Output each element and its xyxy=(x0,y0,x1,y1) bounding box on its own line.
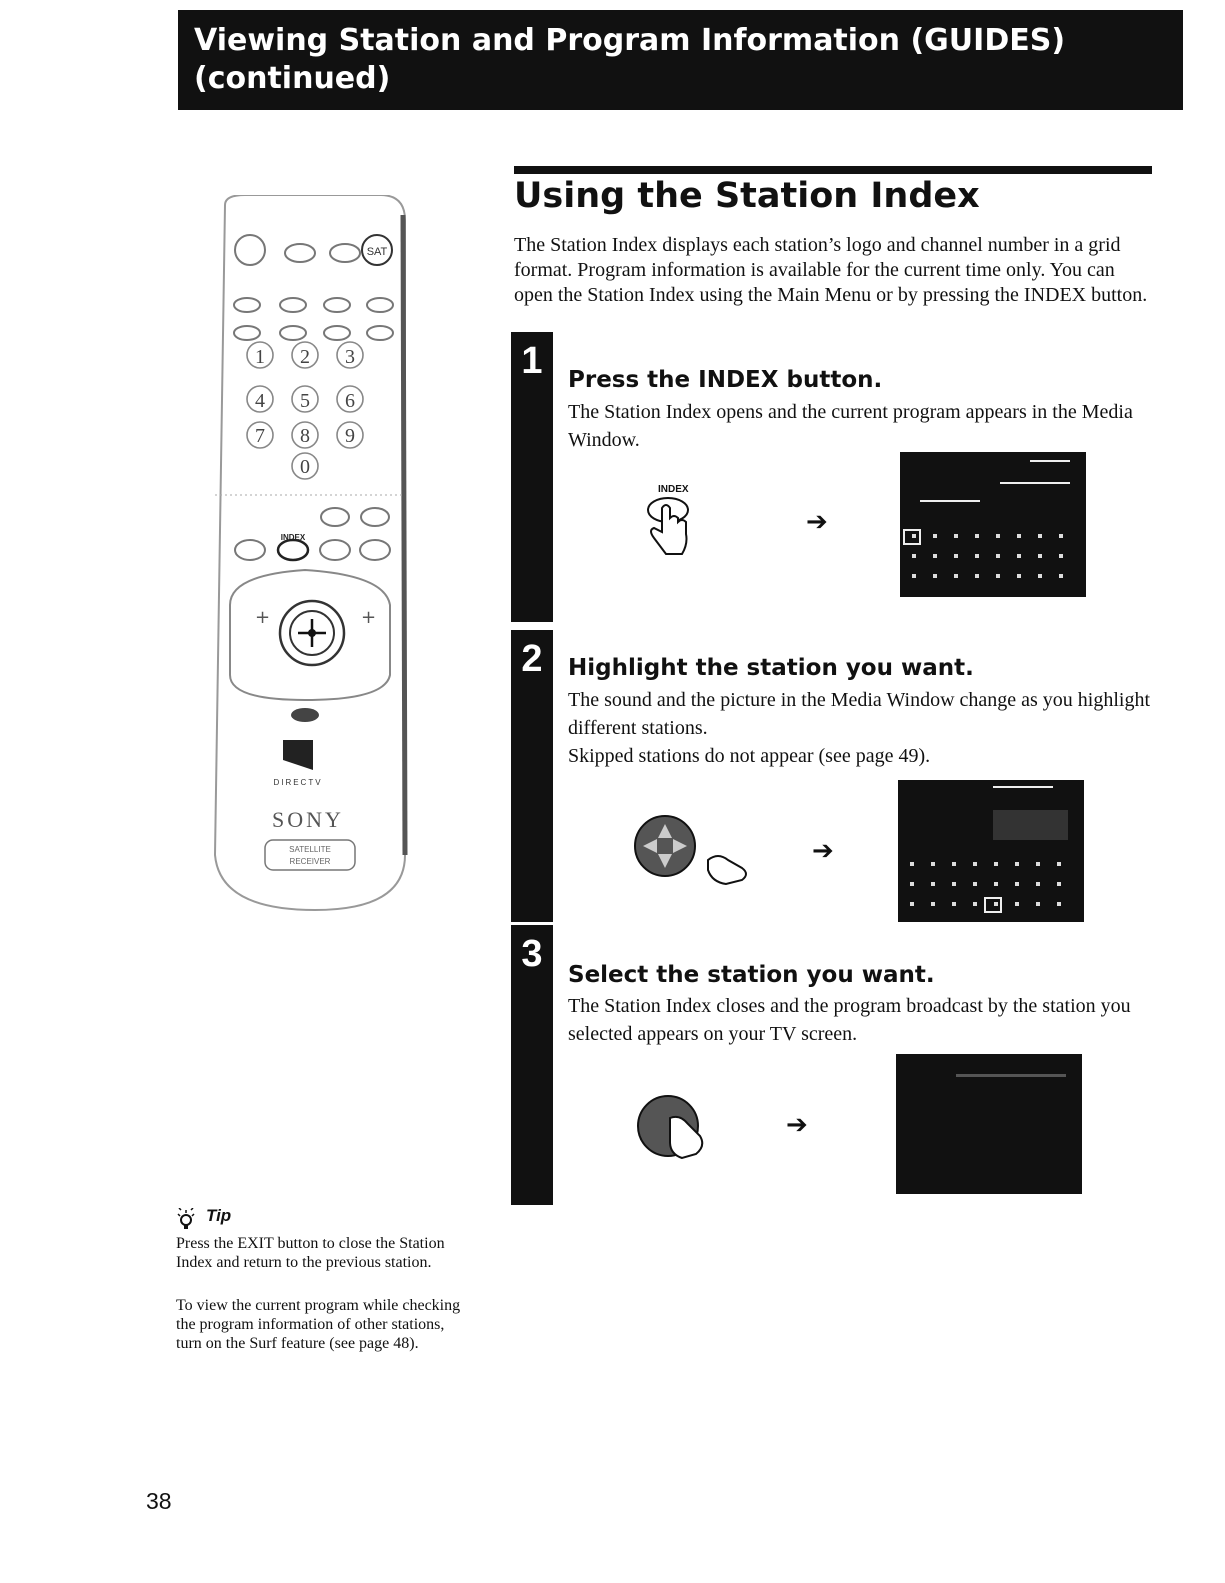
station-grid-dot xyxy=(931,902,935,906)
lightbulb-icon xyxy=(176,1208,202,1232)
station-grid-dot xyxy=(1036,902,1040,906)
station-grid-dot xyxy=(933,534,937,538)
chapter-title-line2: (continued) xyxy=(194,61,391,96)
step-1-bar xyxy=(511,332,553,622)
directv-logo-text: DIRECTV xyxy=(273,778,323,787)
digit-key: 7 xyxy=(255,425,265,447)
station-grid-dot xyxy=(1036,862,1040,866)
station-grid-dot xyxy=(973,882,977,886)
station-grid-dot xyxy=(933,574,937,578)
station-grid-dot xyxy=(952,862,956,866)
station-grid-dot xyxy=(975,554,979,558)
step-2-title: Highlight the station you want. xyxy=(568,655,974,681)
station-grid-dot xyxy=(1017,574,1021,578)
step-2-text: The sound and the picture in the Media Window change as you highlight different stations. xyxy=(568,689,1151,739)
station-grid-dot xyxy=(1017,554,1021,558)
tip-label: Tip xyxy=(206,1206,232,1225)
step-3-tv-screen xyxy=(896,1054,1082,1194)
step-1-title: Press the INDEX button. xyxy=(568,367,883,393)
section-intro: The Station Index displays each station’s logo and channel number in a grid format. Program information is available for the current time only. You can open the Station Index using the Main Menu or by pressing the INDEX button. xyxy=(514,234,1148,306)
remote-control-illustration xyxy=(205,195,415,915)
step-3-bar xyxy=(511,925,553,1205)
sony-logo: SONY xyxy=(272,807,344,832)
step-2-number: 2 xyxy=(521,638,543,680)
pointing-hand-icon xyxy=(708,856,746,884)
station-grid-dot xyxy=(973,862,977,866)
station-grid-dot xyxy=(973,902,977,906)
chapter-title-line1: Viewing Station and Program Information (GUIDES) xyxy=(194,23,1066,58)
station-grid-dot xyxy=(910,902,914,906)
station-grid-dot xyxy=(975,534,979,538)
tip-paragraph-1: Press the EXIT button to close the Station Index and return to the previous station. xyxy=(176,1235,445,1271)
station-grid-dot xyxy=(994,902,998,906)
station-grid-dot xyxy=(912,554,916,558)
station-grid-dot xyxy=(1057,902,1061,906)
step-3-text: The Station Index closes and the program broadcast by the station you selected appears on your TV screen. xyxy=(568,995,1131,1045)
station-grid-dot xyxy=(1015,902,1019,906)
station-grid-dot xyxy=(910,882,914,886)
step-2-note: Skipped stations do not appear (see page 49). xyxy=(568,745,931,767)
station-grid-dot xyxy=(1038,554,1042,558)
station-grid-dot xyxy=(1038,534,1042,538)
joystick-highlight-illustration xyxy=(630,808,760,888)
svg-text:+: + xyxy=(361,607,377,628)
station-grid-dot xyxy=(1017,534,1021,538)
station-grid-dot xyxy=(954,554,958,558)
digit-key: 1 xyxy=(255,346,265,368)
step-1-station-index-screen xyxy=(900,452,1086,597)
station-grid-dot xyxy=(1015,882,1019,886)
index-button-label: INDEX xyxy=(658,484,689,495)
station-grid-dot xyxy=(1036,882,1040,886)
station-grid-dot xyxy=(954,534,958,538)
station-grid-dot xyxy=(996,574,1000,578)
digit-key: 6 xyxy=(345,390,355,412)
station-grid-dot xyxy=(994,862,998,866)
digit-key: 9 xyxy=(345,425,355,447)
digit-key: 8 xyxy=(300,425,310,447)
step-1-number: 1 xyxy=(521,340,543,382)
step-2-arrow-icon: ➔ xyxy=(812,836,834,866)
station-grid-dot xyxy=(954,574,958,578)
station-grid-dot xyxy=(910,862,914,866)
digit-key: 4 xyxy=(255,390,265,412)
sat-button-label: SAT xyxy=(366,246,388,258)
page-number: 38 xyxy=(146,1488,172,1514)
remote-label-line1: SATELLITE xyxy=(289,845,331,854)
station-grid-dot xyxy=(975,574,979,578)
directv-key-icon xyxy=(291,708,319,722)
tip-paragraph-2: To view the current program while checking the program information of other stations, turn on the Surf feature (see page 48). xyxy=(176,1297,461,1352)
joystick-select-illustration xyxy=(630,1088,720,1168)
remote-label-line2: RECEIVER xyxy=(289,857,331,866)
station-grid-dot xyxy=(912,574,916,578)
station-grid-dot xyxy=(952,882,956,886)
index-key-label: INDEX xyxy=(280,533,306,542)
station-grid-dot xyxy=(933,554,937,558)
step-1-text: The Station Index opens and the current program appears in the Media Window. xyxy=(568,401,1133,451)
digit-key: 2 xyxy=(300,346,310,368)
step-3-number: 3 xyxy=(521,933,543,975)
station-grid-dot xyxy=(931,862,935,866)
station-grid-dot xyxy=(1015,862,1019,866)
digit-key: 5 xyxy=(300,390,310,412)
step-3-arrow-icon: ➔ xyxy=(786,1110,808,1140)
step-2-bar xyxy=(511,630,553,922)
section-title: Using the Station Index xyxy=(514,176,980,216)
step-2-station-index-screen xyxy=(898,780,1084,922)
index-button-press-illustration xyxy=(640,482,710,572)
station-grid-dot xyxy=(931,882,935,886)
station-grid-dot xyxy=(952,902,956,906)
chapter-title xyxy=(194,22,1065,98)
station-grid-dot xyxy=(994,882,998,886)
station-grid-dot xyxy=(912,534,916,538)
step-3-title: Select the station you want. xyxy=(568,962,935,988)
station-grid-dot xyxy=(1059,534,1063,538)
digit-key: 3 xyxy=(345,346,355,368)
chapter-header xyxy=(178,10,1183,110)
step-1-arrow-icon: ➔ xyxy=(806,507,828,537)
digit-key: 0 xyxy=(300,456,310,478)
station-grid-dot xyxy=(1057,862,1061,866)
station-grid-dot xyxy=(1059,574,1063,578)
station-grid-dot xyxy=(996,554,1000,558)
station-grid-dot xyxy=(1057,882,1061,886)
svg-text:+: + xyxy=(255,607,271,628)
station-grid-dot xyxy=(1059,554,1063,558)
station-grid-dot xyxy=(996,534,1000,538)
station-grid-dot xyxy=(1038,574,1042,578)
